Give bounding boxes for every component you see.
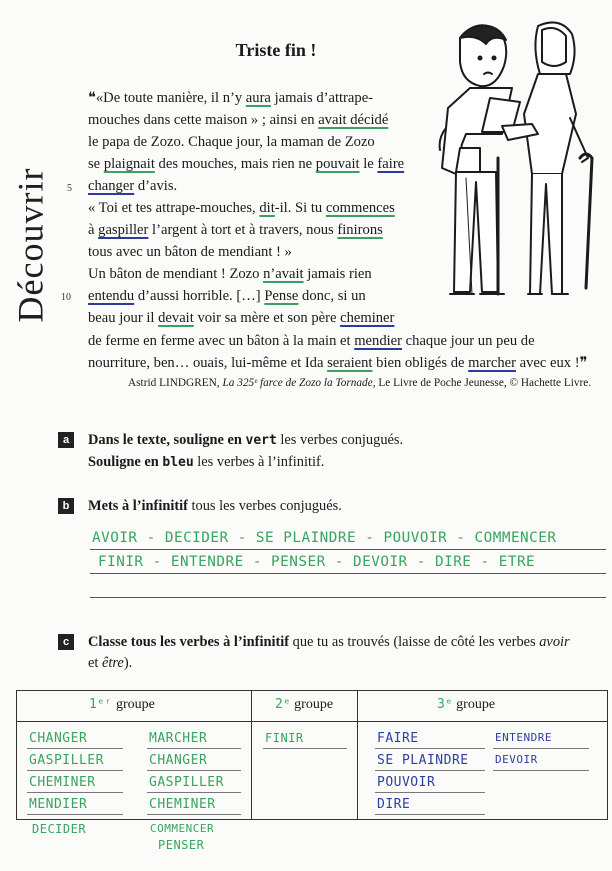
infinitive-verb: marcher [468, 355, 516, 371]
conjugated-verb: devait [158, 310, 194, 326]
verb-entry: CHEMINER [149, 797, 216, 812]
passage-line [88, 331, 535, 351]
passage-text-segment: bien obligés de [372, 355, 469, 371]
line-number: 10 [61, 292, 71, 303]
passage-text-segment: à [88, 222, 99, 238]
group-2-header: 2ᵉ groupe [275, 697, 334, 712]
infinitive-verb: entendu [88, 288, 135, 304]
passage-line [88, 308, 394, 328]
verb-entry: FAIRE [377, 731, 419, 746]
passage-text-segment: Un bâton de mendiant ! Zozo [88, 266, 264, 282]
passage-line [88, 132, 375, 152]
passage-line [88, 176, 177, 196]
infinitive-verb: gaspiller [98, 222, 149, 238]
passage-line [88, 110, 388, 130]
extra-verb: COMMENCER [150, 822, 215, 835]
passage-text-segment: « Toi et tes attrape-mouches, [88, 200, 260, 216]
exercise-a-line1: Dans le texte, souligne en vert les verbes conjugués. [88, 432, 404, 448]
verb-entry: CHANGER [149, 753, 208, 768]
exercise-badge-a: a [58, 432, 74, 448]
group-3-header: 3ᵉ groupe [437, 697, 496, 712]
section-label: Découvrir [10, 167, 50, 323]
passage-text-segment: l’argent à tort et à travers, nous [148, 222, 338, 238]
conjugated-verb: dit [259, 200, 275, 216]
passage-text-segment: -il. Si tu [274, 200, 326, 216]
exercise-c-prompt-cont: et être). [88, 655, 133, 671]
line-number: 5 [67, 183, 72, 194]
exercise-b-prompt: Mets à l’infinitif tous les verbes conjugués. [88, 498, 342, 514]
characters-illustration [420, 8, 606, 314]
passage-line [88, 242, 292, 262]
passage-text-segment: avec eux !❞ [515, 355, 588, 371]
verb-entry: CHANGER [29, 731, 88, 746]
passage-text-segment: de ferme en ferme avec un bâton à la main et [88, 333, 355, 349]
conjugated-verb: finirons [337, 222, 383, 238]
conjugated-verb: commences [325, 200, 395, 216]
answer-line-1: AVOIR - DECIDER - SE PLAINDRE - POUVOIR - COMMENCER [92, 530, 557, 546]
passage-line [88, 198, 395, 218]
infinitive-verb: mendier [354, 333, 403, 349]
source-credit: Astrid LINDGREN, La 325ᵉ farce de Zozo la Tornade, Le Livre de Poche Jeunesse, © Hachette Livre. [128, 377, 592, 389]
exercise-c-prompt: Classe tous les verbes à l’infinitif que tu as trouvés (laisse de côté les verbes avoir [88, 634, 570, 650]
passage-text-segment: donc, si un [298, 288, 366, 304]
passage-text-segment: nourriture, ben… ouais, lui-même et Ida [88, 355, 328, 371]
conjugated-verb: plaignait [103, 156, 155, 172]
passage-text-segment: le papa de Zozo. Chaque jour, la maman de Zozo [88, 134, 375, 150]
passage-text-segment: beau jour il [88, 310, 159, 326]
verb-entry: DIRE [377, 797, 411, 812]
exercise-a-line2: Souligne en bleu les verbes à l’infinitif. [88, 454, 325, 470]
conjugated-verb: avait décidé [318, 112, 389, 128]
infinitive-verb: changer [88, 178, 135, 194]
verb-entry: GASPILLER [29, 753, 104, 768]
passage-text-segment: jamais rien [303, 266, 372, 282]
verb-entry: CHEMINER [29, 775, 96, 790]
extra-verb: PENSER [158, 838, 205, 852]
passage-line [88, 264, 372, 284]
verb-entry: FINIR [265, 731, 304, 745]
answer-line-2: FINIR - ENTENDRE - PENSER - DEVOIR - DIRE - ETRE [98, 554, 536, 570]
writing-line [90, 549, 606, 550]
passage-text-segment: le [359, 156, 378, 172]
writing-line [90, 573, 606, 574]
verb-entry: POUVOIR [377, 775, 436, 790]
passage-text-segment: jamais d’attrape- [270, 90, 374, 106]
verb-entry: DEVOIR [495, 753, 538, 766]
conjugated-verb: seraient [327, 355, 373, 371]
page-title: Triste fin ! [235, 40, 317, 60]
verb-entry: SE PLAINDRE [377, 753, 469, 768]
conjugated-verb: n’avait [263, 266, 304, 282]
passage-text-segment: ❝«De toute manière, il n’y [88, 90, 246, 106]
infinitive-verb: cheminer [340, 310, 395, 326]
conjugated-verb: aura [245, 90, 271, 106]
passage-text-segment: d’avis. [134, 178, 178, 194]
group-1-header: 1ᵉʳ groupe [89, 697, 155, 712]
verb-entry: GASPILLER [149, 775, 224, 790]
passage-text-segment: tous avec un bâton de mendiant ! » [88, 244, 292, 260]
passage-text-segment: se [88, 156, 104, 172]
exercise-badge-b: b [58, 498, 74, 514]
passage-text-segment: des mouches, mais rien ne [154, 156, 316, 172]
verb-groups-table [16, 690, 608, 820]
conjugated-verb: pouvait [315, 156, 360, 172]
extra-verb: DECIDER [32, 822, 87, 836]
passage-line [88, 220, 383, 240]
passage-text-segment: chaque jour un peu de [402, 333, 535, 349]
writing-line [90, 597, 606, 598]
passage-text-segment: mouches dans cette maison » ; ainsi en [88, 112, 319, 128]
passage-line [88, 88, 373, 108]
conjugated-verb: Pense [264, 288, 299, 304]
verb-entry: ENTENDRE [495, 731, 552, 744]
passage-text-segment: voir sa mère et son père [193, 310, 341, 326]
verb-entry: MENDIER [29, 797, 88, 812]
infinitive-verb: faire [377, 156, 405, 172]
passage-line [88, 286, 366, 306]
exercise-badge-c: c [58, 634, 74, 650]
passage-line [88, 353, 587, 373]
passage-text-segment: d’aussi horrible. […] [134, 288, 265, 304]
verb-entry: MARCHER [149, 731, 208, 746]
passage-line [88, 154, 404, 174]
